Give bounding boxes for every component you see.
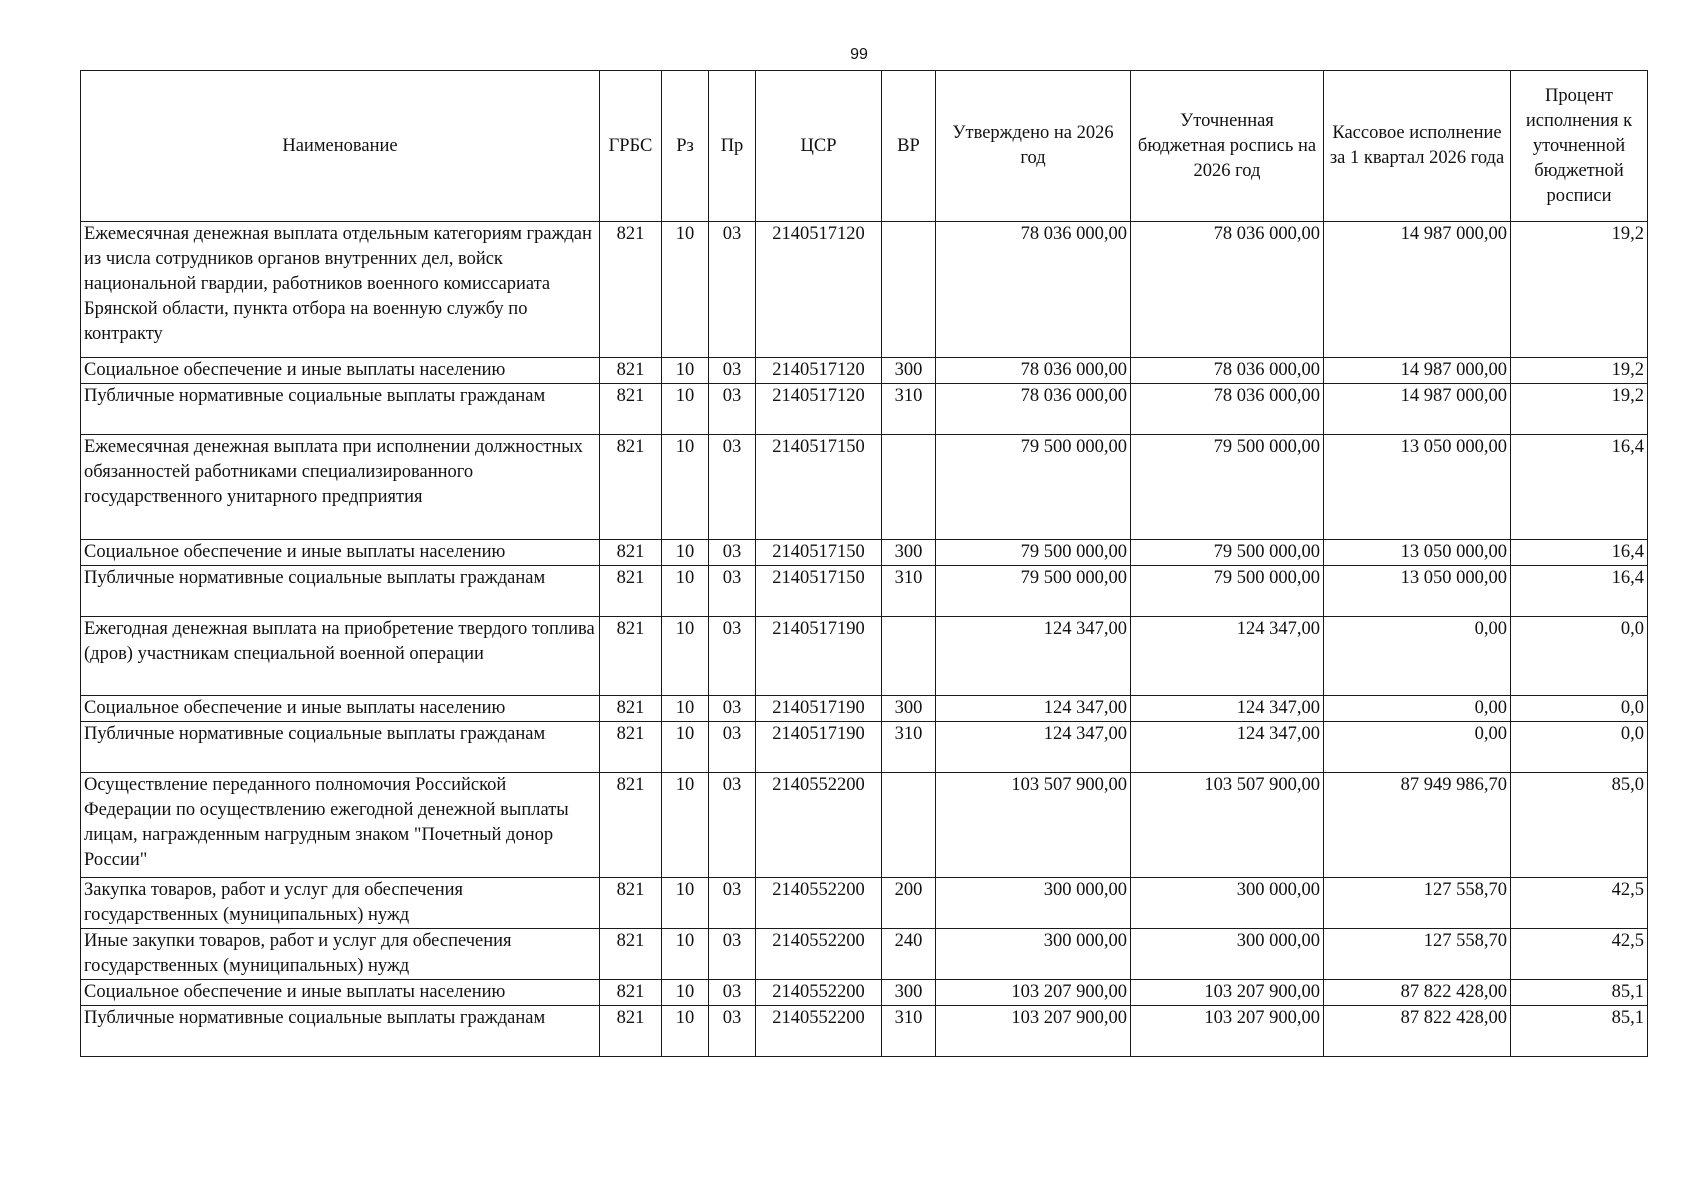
row-approved: 103 207 900,00	[936, 980, 1131, 1006]
row-percent: 85,1	[1511, 1006, 1648, 1057]
row-vr: 300	[882, 358, 936, 384]
header-grbs: ГРБС	[600, 71, 662, 222]
row-percent: 85,1	[1511, 980, 1648, 1006]
row-pr: 03	[709, 696, 756, 722]
row-cash: 127 558,70	[1324, 929, 1511, 980]
row-cash: 87 949 986,70	[1324, 773, 1511, 878]
header-cash: Кассовое исполнение за 1 квартал 2026 года	[1324, 71, 1511, 222]
row-pr: 03	[709, 1006, 756, 1057]
row-vr: 310	[882, 384, 936, 435]
row-pr: 03	[709, 929, 756, 980]
row-grbs: 821	[600, 878, 662, 929]
row-cash: 0,00	[1324, 696, 1511, 722]
row-rz: 10	[662, 878, 709, 929]
row-grbs: 821	[600, 435, 662, 540]
row-vr	[882, 435, 936, 540]
row-name: Ежегодная денежная выплата на приобретение твердого топлива (дров) участникам специальной военной операции	[81, 617, 600, 696]
row-rz: 10	[662, 696, 709, 722]
row-percent: 85,0	[1511, 773, 1648, 878]
row-rz: 10	[662, 980, 709, 1006]
row-vr: 310	[882, 566, 936, 617]
row-refined: 103 207 900,00	[1131, 980, 1324, 1006]
row-grbs: 821	[600, 222, 662, 358]
row-grbs: 821	[600, 696, 662, 722]
row-refined: 124 347,00	[1131, 617, 1324, 696]
row-refined: 103 207 900,00	[1131, 1006, 1324, 1057]
row-rz: 10	[662, 540, 709, 566]
row-name: Иные закупки товаров, работ и услуг для обеспечения государственных (муниципальных) нужд	[81, 929, 600, 980]
row-cash: 127 558,70	[1324, 878, 1511, 929]
row-cash: 14 987 000,00	[1324, 222, 1511, 358]
header-csr: ЦСР	[756, 71, 882, 222]
row-name: Публичные нормативные социальные выплаты гражданам	[81, 1006, 600, 1057]
row-refined: 300 000,00	[1131, 929, 1324, 980]
row-rz: 10	[662, 566, 709, 617]
row-pr: 03	[709, 358, 756, 384]
row-percent: 16,4	[1511, 566, 1648, 617]
row-csr: 2140552200	[756, 773, 882, 878]
row-approved: 78 036 000,00	[936, 222, 1131, 358]
table-row	[81, 358, 1648, 384]
table-row	[81, 617, 1648, 696]
table-row	[81, 435, 1648, 540]
row-cash: 0,00	[1324, 722, 1511, 773]
row-cash: 14 987 000,00	[1324, 384, 1511, 435]
row-pr: 03	[709, 435, 756, 540]
row-grbs: 821	[600, 617, 662, 696]
table-row	[81, 722, 1648, 773]
row-approved: 124 347,00	[936, 617, 1131, 696]
row-csr: 2140517120	[756, 222, 882, 358]
page-number: 99	[850, 46, 868, 63]
header-percent: Процент исполнения к уточненной бюджетной росписи	[1511, 71, 1648, 222]
row-grbs: 821	[600, 1006, 662, 1057]
row-percent: 16,4	[1511, 435, 1648, 540]
row-name: Публичные нормативные социальные выплаты гражданам	[81, 566, 600, 617]
row-vr	[882, 773, 936, 878]
row-rz: 10	[662, 358, 709, 384]
header-name: Наименование	[81, 71, 600, 222]
row-rz: 10	[662, 773, 709, 878]
row-refined: 103 507 900,00	[1131, 773, 1324, 878]
row-rz: 10	[662, 722, 709, 773]
table-header-row	[81, 71, 1648, 222]
row-csr: 2140517190	[756, 617, 882, 696]
budget-table	[80, 70, 1648, 1057]
row-approved: 79 500 000,00	[936, 435, 1131, 540]
row-csr: 2140517190	[756, 722, 882, 773]
row-pr: 03	[709, 980, 756, 1006]
row-refined: 78 036 000,00	[1131, 358, 1324, 384]
row-name: Социальное обеспечение и иные выплаты населению	[81, 696, 600, 722]
row-refined: 124 347,00	[1131, 696, 1324, 722]
row-approved: 79 500 000,00	[936, 540, 1131, 566]
row-vr: 310	[882, 722, 936, 773]
row-csr: 2140517150	[756, 435, 882, 540]
table-row	[81, 222, 1648, 358]
row-cash: 87 822 428,00	[1324, 980, 1511, 1006]
row-pr: 03	[709, 878, 756, 929]
row-percent: 16,4	[1511, 540, 1648, 566]
row-pr: 03	[709, 617, 756, 696]
row-approved: 78 036 000,00	[936, 358, 1131, 384]
row-refined: 300 000,00	[1131, 878, 1324, 929]
table-row	[81, 980, 1648, 1006]
row-percent: 42,5	[1511, 929, 1648, 980]
row-approved: 78 036 000,00	[936, 384, 1131, 435]
row-csr: 2140552200	[756, 929, 882, 980]
header-pr: Пр	[709, 71, 756, 222]
row-csr: 2140517120	[756, 384, 882, 435]
header-rz: Рз	[662, 71, 709, 222]
row-grbs: 821	[600, 358, 662, 384]
row-vr: 200	[882, 878, 936, 929]
row-cash: 13 050 000,00	[1324, 566, 1511, 617]
row-name: Публичные нормативные социальные выплаты гражданам	[81, 384, 600, 435]
row-grbs: 821	[600, 929, 662, 980]
row-cash: 87 822 428,00	[1324, 1006, 1511, 1057]
row-cash: 13 050 000,00	[1324, 435, 1511, 540]
row-vr	[882, 222, 936, 358]
row-grbs: 821	[600, 980, 662, 1006]
row-name: Социальное обеспечение и иные выплаты населению	[81, 358, 600, 384]
row-percent: 42,5	[1511, 878, 1648, 929]
row-grbs: 821	[600, 773, 662, 878]
row-rz: 10	[662, 929, 709, 980]
row-name: Ежемесячная денежная выплата отдельным категориям граждан из числа сотрудников органов внутренних дел, войск национальной гвардии, работников военного комиссариата Брянской области, пункта отбора на военную службу по контракту	[81, 222, 600, 358]
row-name: Публичные нормативные социальные выплаты гражданам	[81, 722, 600, 773]
row-pr: 03	[709, 384, 756, 435]
row-rz: 10	[662, 435, 709, 540]
row-name: Социальное обеспечение и иные выплаты населению	[81, 540, 600, 566]
row-grbs: 821	[600, 384, 662, 435]
row-percent: 19,2	[1511, 358, 1648, 384]
row-csr: 2140552200	[756, 980, 882, 1006]
row-vr: 300	[882, 980, 936, 1006]
row-percent: 0,0	[1511, 722, 1648, 773]
table-row	[81, 1006, 1648, 1057]
row-name: Осуществление переданного полномочия Российской Федерации по осуществлению ежегодной денежной выплаты лицам, награжденным нагрудным знаком "Почетный донор России"	[81, 773, 600, 878]
row-cash: 14 987 000,00	[1324, 358, 1511, 384]
row-approved: 124 347,00	[936, 696, 1131, 722]
row-refined: 78 036 000,00	[1131, 384, 1324, 435]
row-csr: 2140552200	[756, 878, 882, 929]
row-csr: 2140552200	[756, 1006, 882, 1057]
header-vr: ВР	[882, 71, 936, 222]
row-csr: 2140517150	[756, 566, 882, 617]
row-pr: 03	[709, 566, 756, 617]
row-vr	[882, 617, 936, 696]
row-approved: 79 500 000,00	[936, 566, 1131, 617]
row-csr: 2140517150	[756, 540, 882, 566]
row-name: Ежемесячная денежная выплата при исполнении должностных обязанностей работниками специализированного государственного унитарного предприятия	[81, 435, 600, 540]
row-approved: 124 347,00	[936, 722, 1131, 773]
row-refined: 79 500 000,00	[1131, 566, 1324, 617]
row-rz: 10	[662, 222, 709, 358]
table-row	[81, 929, 1648, 980]
row-vr: 240	[882, 929, 936, 980]
header-refined: Уточненная бюджетная роспись на 2026 год	[1131, 71, 1324, 222]
row-vr: 310	[882, 1006, 936, 1057]
row-approved: 103 507 900,00	[936, 773, 1131, 878]
row-rz: 10	[662, 384, 709, 435]
row-approved: 103 207 900,00	[936, 1006, 1131, 1057]
table-row	[81, 540, 1648, 566]
row-percent: 19,2	[1511, 222, 1648, 358]
row-name: Закупка товаров, работ и услуг для обеспечения государственных (муниципальных) нужд	[81, 878, 600, 929]
row-csr: 2140517190	[756, 696, 882, 722]
row-pr: 03	[709, 773, 756, 878]
table-row	[81, 566, 1648, 617]
row-refined: 79 500 000,00	[1131, 540, 1324, 566]
table-row	[81, 384, 1648, 435]
row-vr: 300	[882, 696, 936, 722]
row-pr: 03	[709, 222, 756, 358]
row-rz: 10	[662, 1006, 709, 1057]
row-cash: 0,00	[1324, 617, 1511, 696]
table-row	[81, 696, 1648, 722]
header-approved: Утверждено на 2026 год	[936, 71, 1131, 222]
row-refined: 79 500 000,00	[1131, 435, 1324, 540]
row-grbs: 821	[600, 722, 662, 773]
row-grbs: 821	[600, 540, 662, 566]
row-name: Социальное обеспечение и иные выплаты населению	[81, 980, 600, 1006]
row-cash: 13 050 000,00	[1324, 540, 1511, 566]
row-percent: 0,0	[1511, 617, 1648, 696]
row-percent: 19,2	[1511, 384, 1648, 435]
row-vr: 300	[882, 540, 936, 566]
row-approved: 300 000,00	[936, 878, 1131, 929]
row-csr: 2140517120	[756, 358, 882, 384]
row-rz: 10	[662, 617, 709, 696]
row-pr: 03	[709, 722, 756, 773]
row-pr: 03	[709, 540, 756, 566]
table-row	[81, 878, 1648, 929]
row-refined: 78 036 000,00	[1131, 222, 1324, 358]
row-approved: 300 000,00	[936, 929, 1131, 980]
row-grbs: 821	[600, 566, 662, 617]
row-refined: 124 347,00	[1131, 722, 1324, 773]
table-row	[81, 773, 1648, 878]
row-percent: 0,0	[1511, 696, 1648, 722]
